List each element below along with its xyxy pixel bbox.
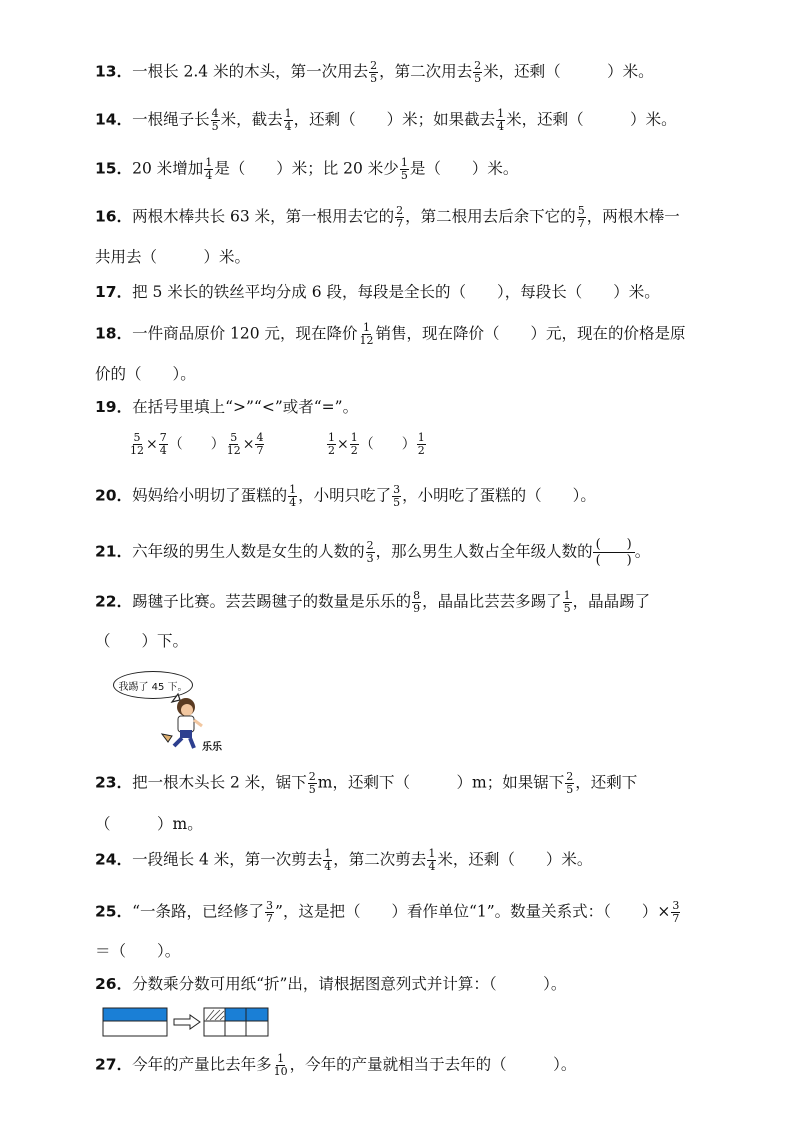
fraction: $\frac{1}{2}$ (417, 431, 425, 457)
question-16: 16．两根木棒共长 63 米，第一根用去它的 $\frac{2}{7}$ ，第二根用去后余下它的 $\frac{5}{7}$ ，两根木棒一 (95, 204, 680, 230)
question-22: 22．踢毽子比赛。芸芸踢毽子的数量是乐乐的 $\frac{8}{9}$ ，晶晶比芸芸多踢了 $\frac{1}{5}$ ，晶晶踢了 (95, 589, 651, 615)
fraction: $\frac{1}{4}$ (324, 847, 332, 873)
fraction: $\frac{2}{7}$ (396, 204, 404, 230)
arrow-icon (174, 1015, 200, 1029)
question-15: 15．20 米增加 $\frac{1}{4}$ 是（ ）米；比 20 米少 $\frac{1}{5}$ 是（ ）米。 (95, 156, 519, 182)
question-23: 23．把一根木头长 2 米，锯下 $\frac{2}{5}$ m，还剩下（ ）m；如果锯下 $\frac{2}{5}$ ，还剩下 (95, 770, 638, 796)
question-18-line2: 价的（ ）。 (95, 365, 196, 383)
fraction: $\frac{2}{3}$ (366, 539, 374, 565)
fraction: $\frac{1}{12}$ (359, 321, 374, 347)
question-17: 17．把 5 米长的铁丝平均分成 6 段，每段是全长的（ ），每段长（ ）米。 (95, 283, 660, 301)
answer-blank[interactable]: （ ） (168, 436, 225, 453)
fraction: $\frac{1}{2}$ (328, 431, 335, 457)
fraction: $\frac{5}{12}$ (226, 431, 241, 457)
fraction: $\frac{1}{4}$ (289, 483, 297, 509)
fraction: $\frac{1}{4}$ (205, 156, 213, 182)
fraction: $\frac{4}{5}$ (211, 107, 219, 133)
question-22-line2: （ ）下。 (95, 632, 189, 650)
fraction: $\frac{5}{12}$ (130, 431, 144, 457)
fraction: $\frac{2}{5}$ (308, 770, 316, 796)
fraction: $\frac{1}{4}$ (428, 847, 436, 873)
question-23-line2: （ ）m。 (95, 815, 203, 833)
question-21: 21．六年级的男生人数是女生的人数的 $\frac{2}{3}$ ，那么男生人数占全年级人数的 ( ) ( ) 。 (95, 537, 651, 568)
question-25: 25．“一条路，已经修了 $\frac{3}{7}$ ”，这是把（ ）看作单位“1”。数量关系式：（ ）× $\frac{3}{7}$ (95, 899, 680, 925)
question-13: 13．一根长 2.4 米的木头，第一次用去 $\frac{2}{5}$ ，第二次用去 $\frac{2}{5}$ 米，还剩（ ）米。 (95, 59, 654, 85)
question-27: 27．今年的产量比去年多 $\frac{1}{10}$ ，今年的产量就相当于去年的（ ）。 (95, 1052, 577, 1078)
character-name: 乐乐 (202, 742, 222, 753)
fraction: $\frac{7}{4}$ (159, 431, 167, 457)
fraction: $\frac{2}{5}$ (566, 770, 574, 796)
answer-fraction-blank[interactable]: ( ) ( ) (593, 537, 635, 568)
question-19: 19．在括号里填上“>”“<”或者“=”。 (95, 398, 359, 416)
question-26: 26．分数乘分数可用纸“折”出，请根据图意列式并计算：（ ）。 (95, 975, 567, 993)
comparison-1: $\frac{5}{12}$ × $\frac{7}{4}$ （ ） $\frac{5}{12}$ × $\frac{4}{7}$ (130, 431, 264, 457)
fraction: $\frac{3}{7}$ (266, 899, 274, 925)
fraction: $\frac{8}{9}$ (413, 589, 421, 615)
speech-bubble: 我踢了 45 下。 (113, 671, 193, 699)
fraction: $\frac{2}{5}$ (370, 59, 378, 85)
fraction: $\frac{1}{5}$ (400, 156, 408, 182)
question-14: 14．一根绳子长 $\frac{4}{5}$ 米，截去 $\frac{1}{4}$ ，还剩（ ）米；如果截去 $\frac{1}{4}$ 米，还剩（ ）米。 (95, 107, 677, 133)
question-18: 18．一件商品原价 120 元，现在降价 $\frac{1}{12}$ 销售，现在降价（ ）元，现在的价格是原 (95, 321, 686, 347)
fraction: $\frac{2}{5}$ (474, 59, 482, 85)
fraction: $\frac{1}{10}$ (273, 1052, 288, 1078)
answer-blank[interactable]: （ ） (359, 436, 416, 453)
fraction: $\frac{1}{2}$ (350, 431, 358, 457)
folding-diagram (102, 1007, 272, 1039)
fraction: $\frac{3}{7}$ (672, 899, 680, 925)
question-20: 20．妈妈给小明切了蛋糕的 $\frac{1}{4}$ ，小明只吃了 $\frac{3}{5}$ ，小明吃了蛋糕的（ ）。 (95, 483, 596, 509)
fraction: $\frac{1}{4}$ (284, 107, 292, 133)
boy-illustration (150, 690, 210, 752)
fraction: $\frac{4}{7}$ (256, 431, 264, 457)
comparison-2: $\frac{1}{2}$ × $\frac{1}{2}$ （ ） $\frac{1}{2}$ (328, 431, 425, 457)
fraction: $\frac{1}{4}$ (497, 107, 505, 133)
question-25-line2: ＝（ ）。 (95, 942, 181, 960)
question-24: 24．一段绳长 4 米，第一次剪去 $\frac{1}{4}$ ，第二次剪去 $\frac{1}{4}$ 米，还剩（ ）米。 (95, 847, 593, 873)
question-16-line2: 共用去（ ）米。 (95, 248, 251, 266)
fraction: $\frac{3}{5}$ (393, 483, 401, 509)
fraction: $\frac{5}{7}$ (577, 204, 585, 230)
fraction: $\frac{1}{5}$ (563, 589, 571, 615)
